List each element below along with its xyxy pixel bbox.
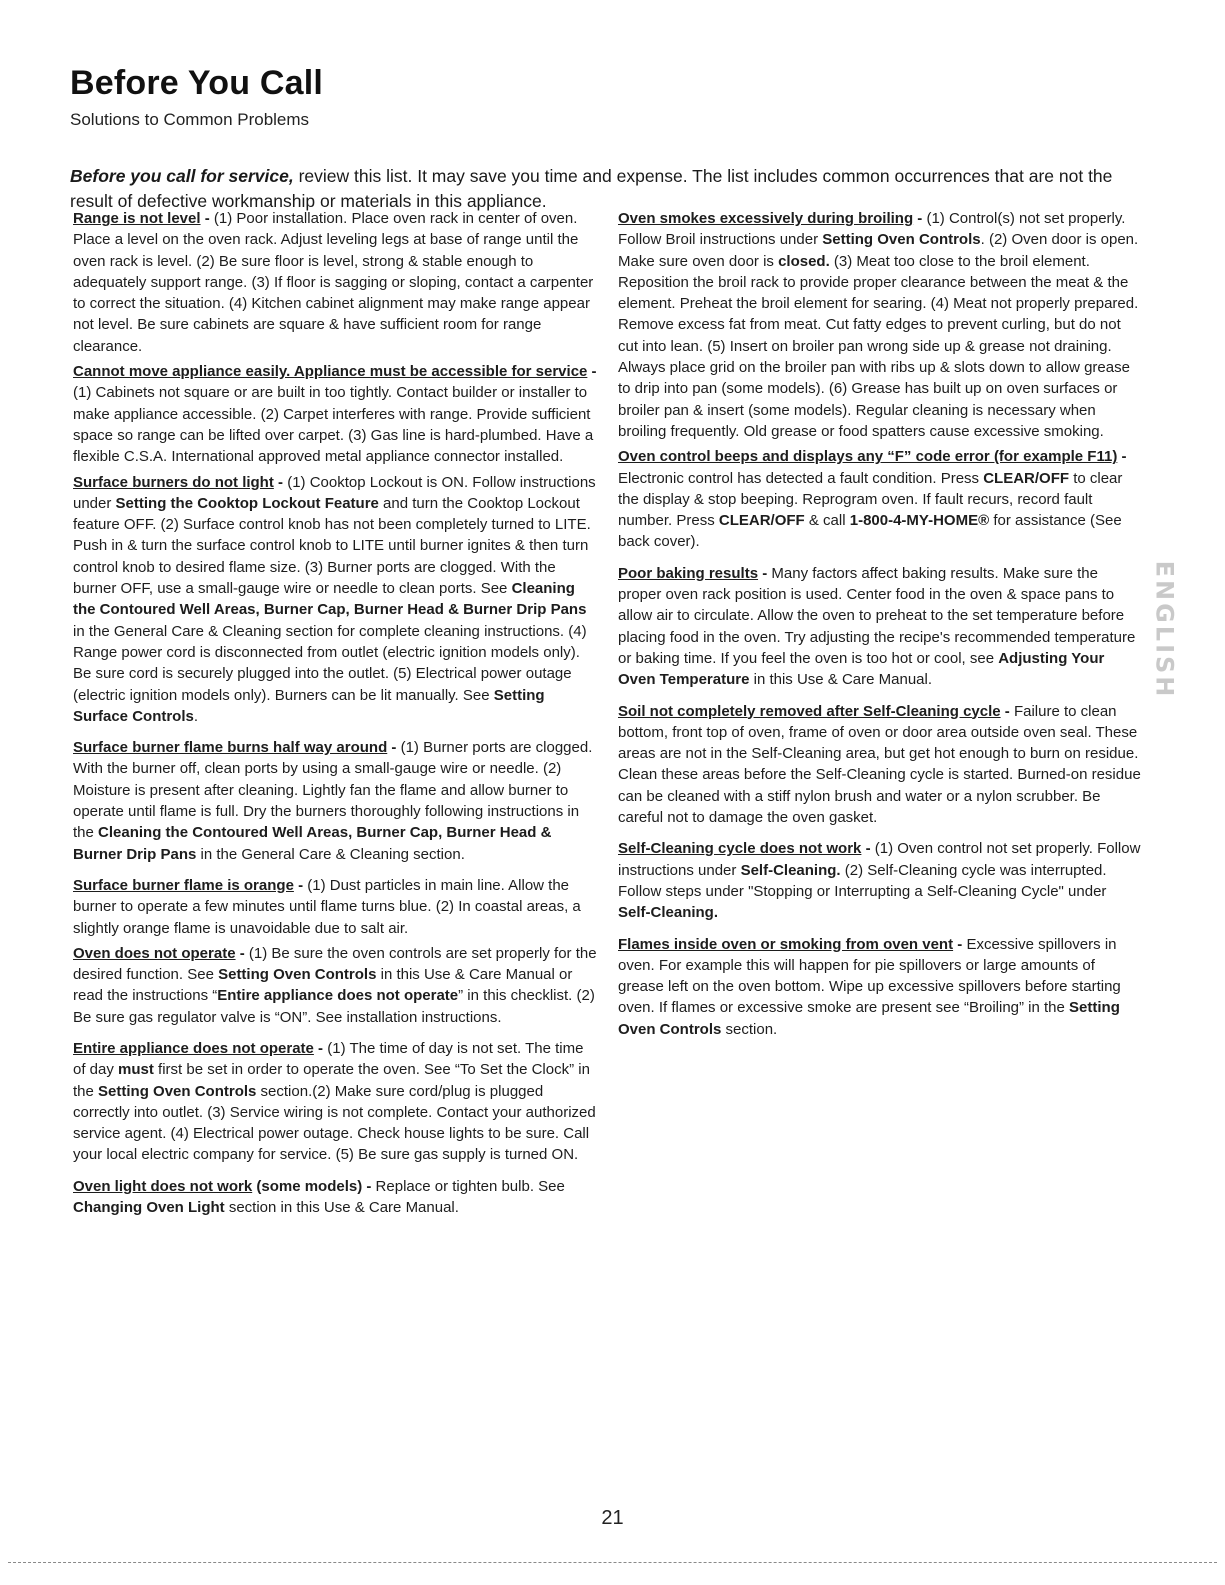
heading-separator: (some models) -: [252, 1177, 376, 1195]
left-column: [73, 208, 598, 1222]
solution-text: to clear the display & stop beeping. Reprogram oven. If fault recurs, record fault number. Press: [618, 469, 1123, 530]
troubleshooting-entry: [73, 943, 598, 1028]
troubleshooting-entry: [73, 361, 598, 467]
solution-text: and turn the Cooktop Lockout feature OFF. (2) Surface control knob has not been completely turned to LITE. Push in & turn the surface control knob to LITE until burner ignites & then turn control knob to desired flame size. (3) Burner ports are clogged. With the burner OFF, use a small-gauge wire or needle to clean ports. See: [73, 494, 591, 598]
solution-text: in this Use & Care Manual.: [749, 671, 933, 689]
troubleshooting-entry: [73, 1176, 598, 1219]
bold-reference: Setting Oven Controls: [618, 999, 1120, 1038]
solution-text: ” in this checklist. (2) Be sure gas regulator valve is “ON”. See installation instructions.: [73, 987, 595, 1026]
solution-text: section.(2) Make sure cord/plug is plugged correctly into outlet. (3) Service wiring is not complete. Contact your authorized service agent. (4) Electrical power outage. Check house lights to be sure. Call your local electric company for service. (5) Be sure gas supply is turned ON.: [73, 1082, 596, 1164]
problem-heading: Surface burner flame is orange: [73, 876, 294, 894]
solution-text: in the General Care & Cleaning section for complete cleaning instructions. (4) Range power cord is disconnected from outlet (electric ignition models only). Be sure cord is securely plugged into the outlet. (5) Electrical power outage (electric ignition models only). Burners can be lit manually. See: [73, 622, 587, 704]
solution-text: in this Use & Care Manual or read the instructions “: [73, 966, 573, 1005]
heading-separator: -: [1117, 448, 1127, 466]
troubleshooting-entry: [73, 208, 598, 357]
solution-text: .: [193, 707, 199, 725]
heading-separator: -: [1000, 702, 1014, 720]
problem-heading: Soil not completely removed after Self-Cleaning cycle: [618, 702, 1001, 720]
bold-reference: Setting Surface Controls: [73, 686, 545, 725]
heading-separator: -: [913, 210, 927, 227]
solution-text: (1) The time of day is not set. The time of day: [73, 1039, 584, 1079]
bold-reference: Setting Oven Controls: [822, 231, 981, 249]
troubleshooting-entry: [618, 446, 1141, 552]
intro-text: review this list. It may save you time and expense. The list includes common occurrences that are not the result of defective workmanship or materials in this appliance.: [70, 165, 1113, 211]
troubleshooting-entry: [618, 701, 1141, 829]
problem-heading: Self-Cleaning cycle does not work: [618, 840, 862, 858]
heading-separator: -: [861, 840, 875, 858]
solution-text: (1) Dust particles in main line. Allow the burner to operate a few minutes until flame turns blue. (2) In coastal areas, a slightly orange flame is unavoidable due to salt air.: [73, 876, 581, 937]
heading-separator: -: [313, 1039, 328, 1057]
page-number: 21: [601, 1507, 624, 1529]
solution-text: (1) Poor installation. Place oven rack in center of oven. Place a level on the oven rack. Adjust leveling legs at base of range until the oven rack is level. (2) Be sure floor is level, strong & stable enough to adequately support range. (3) If floor is sagging or sloping, contact a carpenter to correct the situation. (4) Kitchen cabinet alignment may make range appear not level. Be sure cabinets are square & have sufficient room for range clearance.: [73, 210, 594, 355]
problem-heading: Entire appliance does not operate: [73, 1039, 314, 1057]
bold-reference: Self-Cleaning.: [740, 861, 841, 879]
solution-text: (1) Cooktop Lockout is ON. Follow instructions under: [73, 473, 596, 512]
bold-reference: Self-Cleaning.: [618, 904, 719, 922]
page-title: Before You Call: [70, 64, 324, 102]
heading-separator: -: [387, 739, 401, 757]
solution-text: (1) Control(s) not set properly. Follow Broil instructions under: [618, 210, 1126, 249]
side-tab-label: ENGLISH: [1150, 560, 1178, 700]
intro-lead: Before you call for service,: [70, 165, 294, 186]
solution-text: (3) Meat too close to the broil element. Reposition the broil rack to provide proper clearance between the meat & the element. Preheat the broil element for searing. (4) Meat not properly prepared. Remove excess fat from meat. Cut fatty edges to prevent curling, but do not cut into lean. (5) Insert on broiler pan wrong side up & grease not draining. Always place grid on the broiler pan with ribs up & slots down to allow grease to drip into pan (some models). (6) Grease has built up on oven surfaces or broiler pan & insert (some models). Regular cleaning is necessary when broiling frequently. Old grease or food spatters cause excessive smoking.: [618, 252, 1139, 440]
solution-text: (2) Self-Cleaning cycle was interrupted. Follow steps under "Stopping or Interrupting a Self-Cleaning Cycle" under: [618, 861, 1107, 900]
heading-separator: -: [293, 876, 308, 894]
solution-text: Failure to clean bottom, front top of oven, frame of oven or door area outside oven seal. These areas are not in the Self-Cleaning area, but get hot enough to burn on residue. Clean these areas before the Self-Cleaning cycle is started. Burned-on residue can be cleaned with a stiff nylon brush and water or a nylon scrubber. Be careful not to damage the oven gasket.: [618, 702, 1141, 827]
heading-separator: -: [200, 210, 214, 227]
heading-separator: -: [758, 564, 772, 582]
solution-text: Excessive spillovers in oven. For example this will happen for pie spillovers or large amounts of grease left on the oven bottom. Wipe up excessive spillovers before starting oven. If flames or excessive smoke are present see “Broiling” in the: [618, 935, 1121, 1017]
heading-separator: -: [235, 944, 249, 962]
solution-text: Electronic control has detected a fault condition. Press: [618, 469, 984, 487]
problem-heading: Range is not level: [73, 210, 201, 227]
solution-text: section.: [721, 1020, 778, 1038]
bold-reference: Entire appliance does not operate: [217, 987, 459, 1005]
problem-heading: Oven smokes excessively during broiling: [618, 210, 914, 227]
problem-heading: Poor baking results: [618, 564, 759, 582]
problem-heading: Flames inside oven or smoking from oven vent: [618, 935, 954, 953]
troubleshooting-entry: [73, 1038, 598, 1166]
problem-heading: Oven does not operate: [73, 944, 236, 962]
problem-heading: Oven control beeps and displays any “F” code error (for example F11): [618, 448, 1118, 466]
troubleshooting-entry: [618, 934, 1141, 1040]
bold-reference: 1-800-4-MY-HOME®: [849, 512, 990, 530]
solution-text: (1) Burner ports are clogged. With the burner off, clean ports by using a small-gauge wire or needle. (2) Moisture is present after cleaning. Lightly fan the flame and allow burner to operate until flame is full. Dry the burners thoroughly following instructions in the: [73, 739, 593, 842]
solution-text: first be set in order to operate the oven. See “To Set the Clock” in the: [73, 1061, 590, 1100]
troubleshooting-entry: [618, 208, 1141, 442]
problem-heading: Cannot move appliance easily. Appliance must be accessible for service: [73, 363, 588, 381]
language-side-tab: [1138, 555, 1190, 705]
solution-text: Replace or tighten bulb. See: [375, 1177, 565, 1195]
right-column: [618, 208, 1141, 1044]
bold-reference: CLEAR/OFF: [983, 469, 1070, 487]
solution-text: (1) Cabinets not square or are built in too tightly. Contact builder or installer to make appliance accessible. (2) Carpet interferes with range. Provide sufficient space so range can be lifted over carpet. (3) Gas line is hard-plumbed. Have a flexible C.S.A. International approved metal appliance connector installed.: [73, 384, 594, 466]
bottom-divider: [8, 1562, 1217, 1563]
solution-text: (1) Oven control not set properly. Follow instructions under: [618, 840, 1141, 879]
bold-reference: must: [118, 1061, 154, 1079]
troubleshooting-entry: [73, 875, 598, 939]
bold-reference: closed.: [778, 252, 830, 270]
solution-text: (1) Be sure the oven controls are set properly for the desired function. See: [73, 944, 597, 984]
heading-separator: -: [953, 935, 967, 953]
intro-paragraph: [70, 164, 1160, 214]
bold-reference: Setting the Cooktop Lockout Feature: [115, 494, 379, 512]
troubleshooting-entry: [618, 838, 1141, 923]
problem-heading: Surface burners do not light: [73, 473, 274, 491]
heading-separator: -: [273, 473, 288, 491]
heading-separator: -: [587, 363, 597, 381]
bold-reference: Cleaning the Contoured Well Areas, Burner Cap, Burner Head & Burner Drip Pans: [73, 580, 587, 619]
page-subtitle: Solutions to Common Problems: [70, 110, 310, 129]
solution-text: Many factors affect baking results. Make sure the proper oven rack position is used. Center food in the oven & space pans to allow air to circulate. Allow the oven to preheat to the set temperature before placing food in the oven. Try adjusting the recipe's recommended temperature or baking time. If you feel the oven is too hot or cool, see: [618, 564, 1136, 667]
problem-heading: Oven light does not work: [73, 1177, 253, 1195]
solution-text: section in this Use & Care Manual.: [224, 1199, 459, 1217]
solution-text: . (2) Oven door is open. Make sure oven door is: [618, 231, 1139, 270]
troubleshooting-entry: [618, 563, 1141, 691]
solution-text: for assistance (See back cover).: [618, 512, 1122, 551]
bold-reference: Changing Oven Light: [73, 1199, 225, 1217]
problem-heading: Surface burner flame burns half way around: [73, 739, 388, 757]
bold-reference: Adjusting Your Oven Temperature: [618, 649, 1105, 689]
bold-reference: Cleaning the Contoured Well Areas, Burner Cap, Burner Head & Burner Drip Pans: [73, 824, 552, 863]
bold-reference: Setting Oven Controls: [98, 1082, 257, 1100]
bold-reference: Setting Oven Controls: [218, 966, 377, 984]
solution-text: in the General Care & Cleaning section.: [196, 845, 465, 863]
solution-text: & call: [804, 512, 850, 530]
troubleshooting-entry: [73, 472, 598, 728]
bold-reference: CLEAR/OFF: [718, 512, 805, 530]
troubleshooting-entry: [73, 737, 598, 865]
